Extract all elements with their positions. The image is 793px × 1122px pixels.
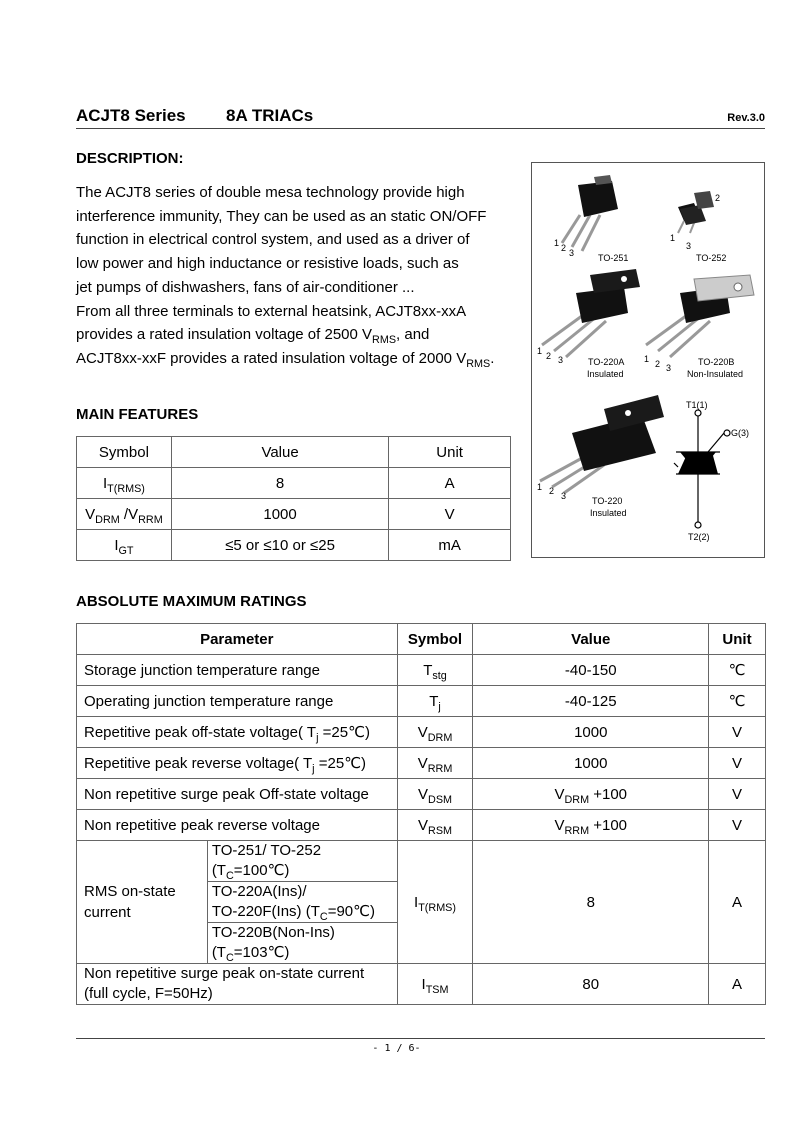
triac-gate-label: G(3) [731,428,749,438]
description-line: The ACJT8 series of double mesa technology provide high [76,184,465,201]
absolute-max-ratings-table [76,623,766,1005]
value-cell: 8 [473,841,709,964]
col-header-unit: Unit [389,437,511,468]
value-cell: 1000 [473,717,709,748]
page-number: - 1 / 6- [372,1043,421,1054]
to220a-pin-2: 2 [546,351,552,361]
unit-cell: A [709,841,766,964]
to252-pin-1: 1 [670,233,676,243]
unit-cell: ℃ [709,655,766,686]
symbol-cell: $T_j$ [397,686,473,717]
table-row [77,779,766,810]
description-line: jet pumps of dishwashers, fans of air-conditioner ... [76,278,415,296]
col-header-parameter: Parameter [77,624,398,655]
series-title: ACJT8 Series [76,106,186,125]
table-row [77,499,511,530]
value-cell: $V_{DRM} +100$ [473,779,709,810]
unit-cell: V [709,779,766,810]
to251-package-image [562,175,618,251]
to220a-pin-3: 3 [558,355,564,365]
symbol-cell: $I_{TSM}$ [397,964,473,1005]
subcondition-cell: TO-251/ TO-252 $(T_C=100℃)$ [207,841,397,882]
parameter-cell: RMS on-state current [77,841,208,964]
to220a-label: TO-220A [588,357,625,367]
table-header-row [77,624,766,655]
unit-cell: V [709,748,766,779]
symbol-cell: $I_{GT}$ [77,530,172,561]
unit-cell: A [709,964,766,1005]
unit-cell: ℃ [709,686,766,717]
parameter-cell: Operating junction temperature range [77,686,398,717]
main-features-heading: MAIN FEATURES [76,406,199,423]
col-header-value: Value [473,624,709,655]
to220a-package-image [542,269,640,357]
value-cell: -40-150 [473,655,709,686]
value-cell: $V_{RRM} +100$ [473,810,709,841]
triac-t2-label: T2(2) [688,532,710,542]
to252-package-image [678,191,714,233]
table-header-row [77,437,511,468]
symbol-cell: $V_{DRM}$ $/V_{RRM}$ [77,499,172,530]
table-row [77,841,766,882]
value-cell: 1000 [171,499,388,530]
symbol-cell: $V_{RRM}$ [397,748,473,779]
to220b-package-image [646,275,754,357]
parameter-cell: Repetitive peak reverse voltage( $T_j$ =25℃) [77,748,398,779]
unit-cell: A [389,468,511,499]
to220-label: TO-220 [592,496,623,506]
value-cell: ≤5 or ≤10 or ≤25 [171,530,388,561]
symbol-cell: $V_{DSM}$ [397,779,473,810]
table-row [77,717,766,748]
value-cell: 80 [473,964,709,1005]
to252-label: TO-252 [696,253,727,263]
unit-cell: mA [389,530,511,561]
parameter-cell: Non repetitive surge peak on-state current (full cycle, F=50Hz) [77,964,398,1005]
package-outline-box [531,162,765,558]
parameter-cell: Repetitive peak off-state voltage( $T_j$ =25℃) [77,717,398,748]
to220b-note: Non-Insulated [687,369,744,379]
col-header-symbol: Symbol [397,624,473,655]
to220b-pin-1: 1 [644,354,650,364]
table-row [77,964,766,1005]
col-header-unit: Unit [709,624,766,655]
subcondition-cell: TO-220A(Ins)/ TO-220F(Ins) $(T_C=90℃)$ [207,882,397,923]
footer-rule [76,1038,765,1039]
description-line: ACJT8xx-xxF provides a rated insulation voltage of 2000 $V_{RMS}$. [76,349,495,370]
triac-symbol-icon [674,410,730,528]
symbol-cell: $I_{T(RMS)}$ [77,468,172,499]
triac-t1-label: T1(1) [686,400,708,410]
value-cell: 8 [171,468,388,499]
table-row [77,810,766,841]
symbol-cell: $V_{DRM}$ [397,717,473,748]
to220-pin-3: 3 [561,491,567,501]
to251-pin-2: 2 [561,243,567,253]
symbol-cell: $T_{stg}$ [397,655,473,686]
unit-cell: V [389,499,511,530]
description-heading: DESCRIPTION: [76,150,184,167]
to220-package-image [540,395,664,493]
table-row [77,686,766,717]
description-line: interference immunity, They can be used as an static ON/OFF [76,207,487,225]
to220a-note: Insulated [587,369,624,379]
header-rule [76,128,765,129]
value-cell: -40-125 [473,686,709,717]
table-row [77,748,766,779]
parameter-cell: Non repetitive surge peak Off-state voltage [77,779,398,810]
absolute-max-ratings-heading: ABSOLUTE MAXIMUM RATINGS [76,593,307,610]
description-line: From all three terminals to external heatsink, ACJT8xx-xxA [76,302,467,320]
to220b-label: TO-220B [698,357,735,367]
unit-cell: V [709,810,766,841]
product-subtitle: 8A TRIACs [226,106,314,125]
description-line: low power and high inductance or resistive loads, such as [76,255,459,273]
to220b-pin-2: 2 [655,359,661,369]
parameter-cell: Non repetitive peak reverse voltage [77,810,398,841]
value-cell: 1000 [473,748,709,779]
to220-pin-1: 1 [537,482,543,492]
revision-label: Rev.3.0 [727,112,765,124]
to251-pin-1: 1 [554,238,560,248]
description-line: provides a rated insulation voltage of 2500 $V_{RMS}$, and [76,326,430,346]
table-row [77,655,766,686]
description-line: function in electrical control system, and used as a driver of [76,231,470,249]
table-row [77,530,511,561]
parameter-cell: Storage junction temperature range [77,655,398,686]
to251-label: TO-251 [598,253,629,263]
table-row [77,468,511,499]
to251-pin-3: 3 [569,248,575,258]
to220-pin-2: 2 [549,486,555,496]
col-header-symbol: Symbol [77,437,172,468]
subcondition-cell: TO-220B(Non-Ins) $(T_C=103℃)$ [207,923,397,964]
to220b-pin-3: 3 [666,363,672,373]
unit-cell: V [709,717,766,748]
symbol-cell: $V_{RSM}$ [397,810,473,841]
to252-pin-2: 2 [715,193,721,203]
to220a-pin-1: 1 [537,346,543,356]
to252-pin-3: 3 [686,241,692,251]
col-header-value: Value [171,437,388,468]
main-features-table [76,436,511,561]
symbol-cell: $I_{T(RMS)}$ [397,841,473,964]
description-text [76,181,526,371]
to220-note: Insulated [590,508,627,518]
